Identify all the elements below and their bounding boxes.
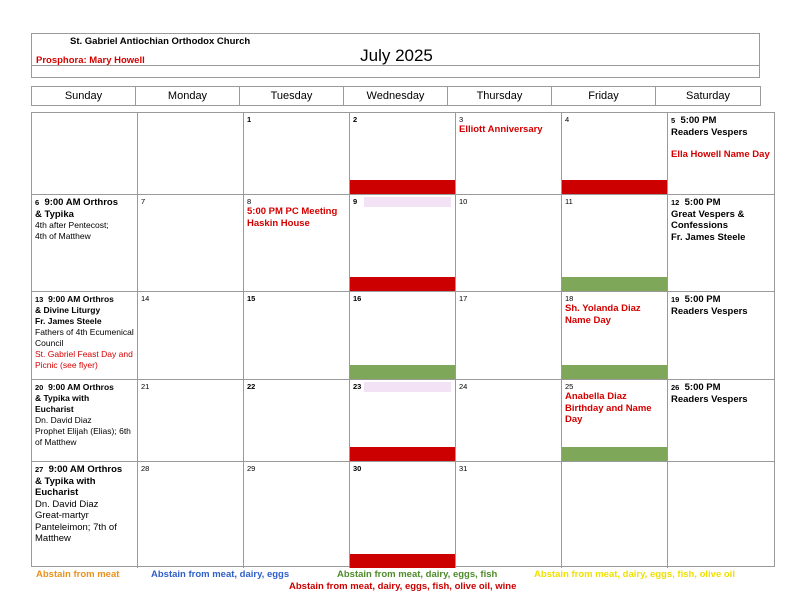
fast-bar-red bbox=[562, 180, 667, 194]
calendar-grid bbox=[31, 112, 775, 567]
event-text: 4th after Pentecost; bbox=[35, 220, 109, 230]
event-text: Elliott Anniversary bbox=[459, 124, 543, 135]
fast-bar-green bbox=[562, 447, 667, 461]
event-text: Birthday and Name bbox=[565, 402, 652, 414]
day-cell[interactable] bbox=[138, 113, 244, 195]
event-text: Confessions bbox=[671, 220, 729, 231]
day-cell[interactable] bbox=[562, 462, 668, 568]
day-number: 10 bbox=[459, 197, 468, 206]
event-text: Dn. David Diaz bbox=[35, 498, 99, 510]
day-number: 13 bbox=[35, 295, 44, 304]
event-text: Readers Vespers bbox=[671, 393, 748, 405]
day-cell[interactable] bbox=[244, 113, 350, 195]
day-cell[interactable] bbox=[32, 462, 138, 568]
day-number: 24 bbox=[459, 382, 468, 391]
event-text: St. Gabriel Feast Day and Picnic (see flyer) bbox=[35, 349, 133, 370]
event-time: 9:00 AM Orthros bbox=[48, 382, 114, 392]
day-cell[interactable] bbox=[456, 292, 562, 380]
event-text: Ella Howell Name Day bbox=[671, 149, 770, 160]
day-number: 22 bbox=[247, 382, 256, 391]
day-number: 28 bbox=[141, 464, 150, 473]
day-number: 15 bbox=[247, 294, 256, 303]
day-monday: Monday bbox=[136, 87, 240, 106]
fast-bar-red bbox=[350, 554, 455, 568]
day-number: 20 bbox=[35, 383, 44, 392]
day-cell[interactable] bbox=[32, 292, 138, 380]
day-number: 31 bbox=[459, 464, 468, 473]
day-number: 7 bbox=[141, 197, 146, 206]
day-number: 17 bbox=[459, 294, 468, 303]
event-text: Eucharist bbox=[35, 404, 74, 414]
event-text: Fr. James Steele bbox=[35, 316, 102, 326]
day-cell[interactable] bbox=[350, 292, 456, 380]
day-number: 25 bbox=[565, 382, 574, 391]
day-cell[interactable] bbox=[562, 113, 668, 195]
day-wednesday: Wednesday bbox=[344, 87, 448, 106]
day-cell[interactable] bbox=[244, 380, 350, 462]
day-number: 23 bbox=[353, 382, 362, 391]
day-cell[interactable] bbox=[456, 462, 562, 568]
day-cell[interactable] bbox=[244, 462, 350, 568]
day-saturday: Saturday bbox=[685, 90, 731, 102]
event-text: & Typika with bbox=[35, 475, 96, 487]
fast-bar-green bbox=[562, 365, 667, 379]
day-friday: Friday bbox=[552, 87, 656, 106]
day-number: 5 bbox=[671, 116, 676, 125]
legend-full-fast: Abstain from meat, dairy, eggs, fish, olive oil, wine bbox=[289, 581, 517, 592]
day-number: 21 bbox=[141, 382, 150, 391]
day-cell[interactable] bbox=[668, 113, 774, 195]
month-title: July 2025 bbox=[360, 46, 433, 65]
event-text: Readers Vespers bbox=[671, 126, 748, 138]
event-text: Day bbox=[565, 414, 583, 425]
day-number: 9 bbox=[353, 197, 358, 206]
fast-bar-red bbox=[350, 277, 455, 291]
day-cell[interactable] bbox=[138, 292, 244, 380]
event-text: Fathers of 4th Ecumenical Council bbox=[35, 327, 134, 348]
spacer bbox=[671, 138, 771, 149]
day-cell[interactable] bbox=[244, 292, 350, 380]
prosphora-note: Prosphora: Mary Howell bbox=[36, 55, 145, 66]
day-cell[interactable] bbox=[138, 380, 244, 462]
event-text: & Typika with bbox=[35, 393, 90, 403]
day-cell[interactable] bbox=[456, 113, 562, 195]
event-text: Dn. David Diaz bbox=[35, 415, 92, 425]
day-thursday: Thursday bbox=[448, 87, 552, 106]
day-number: 3 bbox=[459, 115, 464, 124]
event-text: & Typika bbox=[35, 208, 74, 220]
legend-meat-dairy-eggs: Abstain from meat, dairy, eggs bbox=[151, 569, 290, 580]
day-number: 29 bbox=[247, 464, 256, 473]
day-cell[interactable] bbox=[456, 195, 562, 292]
legend-meat-dairy-eggs-fish: Abstain from meat, dairy, eggs, fish bbox=[337, 569, 498, 580]
legend-meat-dairy-eggs-fish-oil: Abstain from meat, dairy, eggs, fish, olive oil bbox=[534, 569, 735, 580]
legend-meat: Abstain from meat bbox=[36, 569, 120, 580]
fast-bar-green bbox=[350, 365, 455, 379]
day-cell[interactable] bbox=[32, 380, 138, 462]
day-cell[interactable] bbox=[350, 195, 456, 292]
day-number: 2 bbox=[353, 115, 358, 124]
event-text: Readers Vespers bbox=[671, 305, 748, 317]
day-cell[interactable] bbox=[668, 380, 774, 462]
day-cell[interactable] bbox=[350, 380, 456, 462]
day-number: 19 bbox=[671, 295, 680, 304]
day-number: 18 bbox=[565, 294, 574, 303]
day-number: 8 bbox=[247, 197, 252, 206]
event-text: 4th of Matthew bbox=[35, 231, 91, 241]
day-cell[interactable] bbox=[350, 113, 456, 195]
event-text: Great-martyr Panteleimon; 7th of Matthew bbox=[35, 510, 117, 544]
day-cell[interactable] bbox=[138, 195, 244, 292]
day-tuesday: Tuesday bbox=[240, 87, 344, 106]
day-cell[interactable] bbox=[244, 195, 350, 292]
day-number: 4 bbox=[565, 115, 570, 124]
fast-bar-red bbox=[350, 447, 455, 461]
event-time: 5:00 PM bbox=[684, 382, 721, 393]
day-cell[interactable] bbox=[562, 292, 668, 380]
day-cell[interactable] bbox=[668, 195, 774, 292]
weekday-header bbox=[31, 86, 761, 106]
day-sunday: Sunday bbox=[32, 87, 136, 106]
day-cell[interactable] bbox=[32, 195, 138, 292]
event-text: Anabella Diaz bbox=[565, 391, 627, 402]
day-cell[interactable] bbox=[668, 292, 774, 380]
header-strip bbox=[31, 66, 760, 78]
event-text: & Divine Liturgy bbox=[35, 305, 101, 315]
event-time: 5:00 PM bbox=[684, 294, 721, 305]
event-time: 5:00 PM bbox=[680, 115, 717, 126]
day-number: 11 bbox=[565, 197, 573, 206]
day-number: 6 bbox=[35, 198, 40, 207]
day-number: 26 bbox=[671, 383, 680, 392]
event-text: Fr. James Steele bbox=[671, 231, 746, 243]
day-number: 30 bbox=[353, 464, 362, 473]
day-cell[interactable] bbox=[350, 462, 456, 568]
day-cell[interactable] bbox=[456, 380, 562, 462]
event-text: Sh. Yolanda Diaz bbox=[565, 303, 641, 314]
event-text: Name Day bbox=[565, 314, 611, 326]
day-number: 12 bbox=[671, 198, 680, 207]
event-text: Prophet Elijah (Elias); 6th of Matthew bbox=[35, 426, 131, 447]
event-text: Eucharist bbox=[35, 487, 79, 498]
event-time: 9:00 AM Orthros bbox=[44, 197, 119, 208]
event-text: Great Vespers & bbox=[671, 208, 745, 220]
day-cell[interactable] bbox=[32, 113, 138, 195]
fast-bar-green bbox=[562, 277, 667, 291]
event-time: 9:00 AM Orthros bbox=[48, 464, 123, 475]
day-number: 14 bbox=[141, 294, 150, 303]
church-name: St. Gabriel Antiochian Orthodox Church bbox=[70, 36, 251, 47]
calendar-header bbox=[31, 33, 760, 66]
day-cell[interactable] bbox=[668, 462, 774, 568]
event-time: 5:00 PM bbox=[684, 197, 721, 208]
day-number: 1 bbox=[247, 115, 252, 124]
day-cell[interactable] bbox=[562, 380, 668, 462]
event-text: Haskin House bbox=[247, 217, 310, 229]
fast-bar-red bbox=[350, 180, 455, 194]
event-time: 9:00 AM Orthros bbox=[48, 294, 114, 304]
day-number: 27 bbox=[35, 465, 44, 474]
day-number: 16 bbox=[353, 294, 362, 303]
day-cell[interactable] bbox=[138, 462, 244, 568]
day-cell[interactable] bbox=[562, 195, 668, 292]
event-text: 5:00 PM PC Meeting bbox=[247, 206, 338, 217]
